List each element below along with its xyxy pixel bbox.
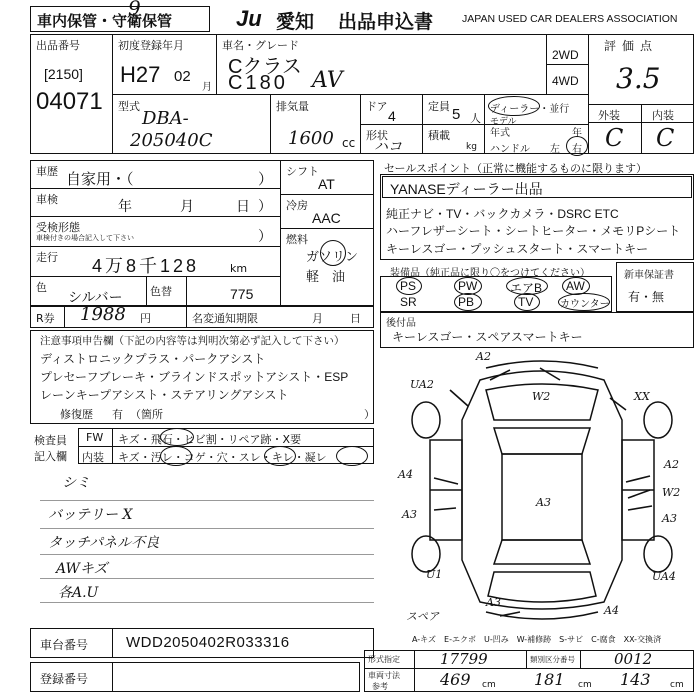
fuel-label: 燃料 — [286, 233, 308, 246]
repair-label: 修復歴 — [60, 408, 93, 421]
attachments-value: キーレスゴー・スペアスマートキー — [392, 330, 583, 344]
mileage-unit: km — [230, 262, 248, 275]
sales-point-2: 純正ナビ・TV・バックカメラ・DSRC ETC — [386, 207, 619, 221]
int-label: 内装 — [82, 451, 104, 464]
equip-counter-circle — [558, 293, 610, 311]
spec-dim-length: 469 — [440, 670, 471, 689]
doors-label: ドア — [366, 100, 388, 113]
hand-note-2: バッテリー X — [48, 507, 133, 523]
exterior-value: C — [605, 124, 624, 152]
rename-month: 月 — [312, 312, 323, 325]
hand-note-5: 各A.U — [58, 585, 99, 601]
shape-value: ハコ — [374, 139, 402, 155]
handle-right-circle — [566, 136, 588, 156]
attachments-label: 後付品 — [386, 318, 416, 329]
ac-value: AAC — [312, 210, 341, 226]
sales-point-4: キーレスゴー・プッシュスタート・スマートキー — [386, 242, 649, 256]
chassis-label: 車台番号 — [40, 638, 89, 652]
lot-label: 出品番号 — [36, 39, 80, 52]
int-scuff-circle — [264, 446, 296, 466]
fuel-diesel: 軽 油 — [306, 269, 346, 284]
spec-dim-width: 181 — [534, 670, 565, 689]
type-code-line2: 205040C — [130, 130, 213, 151]
fw-stone-circle — [160, 428, 194, 446]
int-dirt-circle — [160, 446, 192, 466]
registration-label: 初度登録年月 — [118, 39, 184, 52]
inspection-year: 年 — [118, 198, 132, 214]
equipment-header: 装備品（純正品に限り〇をつけてください） — [390, 268, 590, 279]
handle-label: ハンドル — [490, 144, 530, 155]
chassis-value: WDD2050402R033316 — [126, 634, 290, 651]
history-label: 車歴 — [36, 165, 58, 178]
equip-counter: カウンター — [560, 299, 610, 310]
equip-pb: PB — [458, 295, 475, 309]
fuel-gas: ガソリン — [306, 249, 359, 264]
displacement-value: 1600 — [288, 128, 334, 149]
spec-row1-value: 17799 — [440, 650, 488, 668]
handle-left: 左 — [550, 144, 560, 155]
equip-aw: AW — [566, 279, 585, 293]
score-value: 3.5 — [616, 62, 661, 95]
int-items: キズ・汚レ・コゲ・穴・スレ・キレ・凝レ — [118, 451, 327, 464]
dealer-circle — [488, 96, 540, 116]
spec-dim-height: 143 — [620, 670, 651, 689]
form-title: 出品申込書 — [338, 12, 434, 33]
drive-2wd: 2WD — [552, 48, 579, 62]
mark-left-front-ua2: UA2 — [410, 378, 434, 391]
sales-point-1: YANASEディーラー出品 — [390, 181, 543, 197]
r-ken-label: R券 — [36, 312, 55, 325]
damage-legend: A-キズ E-エクボ U-凹み W-補修跡 S-サビ C-腐食 XX-交換済 — [412, 635, 662, 644]
mark-left-door-a3: A3 — [402, 508, 417, 521]
model-grade: C180 — [228, 72, 288, 94]
model-year-unit: 年 — [572, 128, 582, 139]
mark-rear-a3: A3 — [486, 596, 501, 609]
mark-front-a2: A2 — [476, 350, 491, 363]
spec-dim-unit-2: cm — [578, 680, 592, 690]
equip-tv-circle — [514, 293, 540, 311]
displacement-label: 排気量 — [276, 100, 309, 113]
lot-number: 04071 — [36, 88, 103, 115]
mark-rear-a4: A4 — [604, 604, 619, 617]
sales-points-header: セールスポイント（正常に機能するものに限ります） — [384, 162, 648, 175]
repair-place: （箇所 — [130, 408, 163, 421]
fw-items: キズ・飛石・ヒビ割・リペア跡・X要 — [118, 433, 302, 446]
accept-close: ） — [258, 228, 272, 244]
reg-number-label: 登録番号 — [40, 672, 89, 686]
equip-pb-circle — [454, 293, 482, 311]
equip-ps-circle — [396, 277, 422, 295]
repair-value: 有 — [112, 408, 123, 421]
notes-header: 注意事項申告欄（下記の内容等は判明次第必ず記入して下さい） — [40, 335, 345, 347]
equip-sr: SR — [400, 295, 417, 309]
storage-text: 車内保管・守衛保管 — [37, 13, 173, 30]
mark-right-door-a2: A2 — [664, 458, 679, 471]
interior-value: C — [656, 124, 675, 152]
capacity-value: 5 — [452, 106, 461, 123]
handle-right: 右 — [572, 144, 582, 155]
spec-row1b-label: 類別区分番号 — [530, 655, 575, 664]
mileage-label: 走行 — [36, 251, 58, 264]
history-close: ） — [258, 171, 274, 188]
shift-value: AT — [318, 176, 335, 192]
mark-right-front-xx: XX — [634, 390, 650, 403]
displacement-unit: cc — [342, 136, 356, 150]
mark-roof-a3: A3 — [536, 496, 551, 509]
equip-ps: PS — [400, 279, 417, 293]
storage-box — [30, 6, 210, 32]
hand-note-3: タッチパネル不良 — [48, 535, 160, 551]
load-unit: kg — [466, 142, 477, 152]
color-code-label: 色替 — [150, 285, 172, 298]
repair-close: ） — [364, 408, 375, 421]
drive-4wd: 4WD — [552, 74, 579, 88]
org-name: 愛知 — [276, 12, 315, 33]
registration-year: H27 — [120, 62, 161, 87]
rename-day: 日 — [350, 312, 361, 325]
history-value: 自家用・（ — [66, 171, 134, 188]
notes-line-3: レーンキープアシスト・ステアリングアシスト — [40, 388, 289, 402]
r-ken-value: 1988 — [80, 304, 126, 325]
ac-label: 冷房 — [286, 199, 308, 212]
model-label: 車名・グレード — [222, 39, 299, 52]
fw-label: FW — [86, 431, 104, 444]
mark-spare: スペア — [406, 610, 439, 623]
ju-logo: Ju — [236, 6, 262, 31]
model-name: Cクラス — [228, 56, 302, 78]
spec-row2-label: 車両寸法 — [368, 671, 400, 680]
spec-row1-label: 形式指定 — [368, 655, 400, 664]
model-year-label-bottom: 年式 — [490, 128, 510, 139]
interior-label: 内装 — [652, 109, 674, 122]
inspection-close: ） — [258, 198, 272, 214]
mark-left-rear-u1: U1 — [426, 568, 443, 581]
guarantee-label: 新車保証書 — [624, 270, 674, 281]
spec-row1b-value: 0012 — [614, 650, 653, 668]
storage-check-mark: 9 — [128, 0, 141, 20]
capacity-unit: 人 — [470, 112, 481, 125]
mark-right-rear-ua4: UA4 — [652, 570, 676, 583]
mark-right-door-w2: W2 — [662, 486, 681, 499]
model-grade-hand: AV — [312, 68, 343, 93]
hand-note-1: シミ — [62, 475, 90, 491]
lot-small-number: [2150] — [44, 66, 83, 82]
color-value: シルバー — [68, 289, 123, 305]
int-stain-circle — [336, 446, 368, 466]
type-code-label: 型式 — [118, 100, 140, 113]
shift-label: シフト — [286, 165, 319, 178]
load-label: 積載 — [428, 129, 450, 142]
registration-month-unit: 月 — [202, 82, 212, 93]
inspector-label-1: 検査員 — [34, 434, 67, 447]
exterior-label: 外装 — [598, 109, 620, 122]
model-year-label-top: モデル — [490, 117, 517, 127]
hand-note-4: AWキズ — [56, 561, 108, 577]
spec-row2-label-b: 参考 — [372, 682, 388, 691]
doors-value: 4 — [388, 108, 396, 124]
rename-label: 名変通知期限 — [192, 312, 258, 325]
inspector-label-2: 記入欄 — [34, 450, 67, 463]
color-code: 775 — [230, 286, 254, 302]
inspection-day: 日 — [236, 198, 250, 214]
r-ken-unit: 円 — [140, 312, 151, 325]
mileage-value: 4万8千128 — [92, 256, 200, 276]
equip-airbag: エアB — [510, 281, 543, 295]
notes-line-1: ディストロニックプラス・パークアシスト — [40, 352, 266, 366]
assoc-name: JAPAN USED CAR DEALERS ASSOCIATION — [462, 13, 678, 25]
equip-pw: PW — [458, 279, 478, 293]
notes-line-2: プレセーフブレーキ・ブラインドスポットアシスト・ESP — [40, 370, 349, 384]
shape-label: 形状 — [366, 129, 388, 142]
score-label: 評価点 — [604, 39, 659, 53]
equip-tv: TV — [518, 295, 534, 309]
color-label: 色 — [36, 281, 47, 294]
sales-point-3: ハーフレザーシート・シートヒーター・メモリPシート — [386, 224, 681, 238]
registration-month: 02 — [174, 68, 191, 85]
inspection-label: 車検 — [36, 193, 58, 206]
capacity-label: 定員 — [428, 100, 450, 113]
spec-dim-unit-1: cm — [482, 680, 496, 690]
accept-note: 車検付きの場合記入して下さい — [36, 234, 134, 242]
guarantee-value: 有・無 — [628, 290, 665, 304]
inspection-month: 月 — [180, 198, 194, 214]
car-diagram — [390, 350, 694, 630]
fuel-gas-circle — [320, 240, 346, 266]
mark-left-door-a4: A4 — [398, 468, 413, 481]
accept-label: 受検形態 — [36, 221, 80, 234]
dealer-parallel-label: ディーラー・並行 — [490, 104, 570, 115]
spec-dim-unit-3: cm — [670, 680, 684, 690]
mark-right-rear-a3: A3 — [662, 512, 677, 525]
type-code-line1: DBA- — [142, 108, 189, 129]
mark-hood-w2: W2 — [532, 390, 551, 403]
